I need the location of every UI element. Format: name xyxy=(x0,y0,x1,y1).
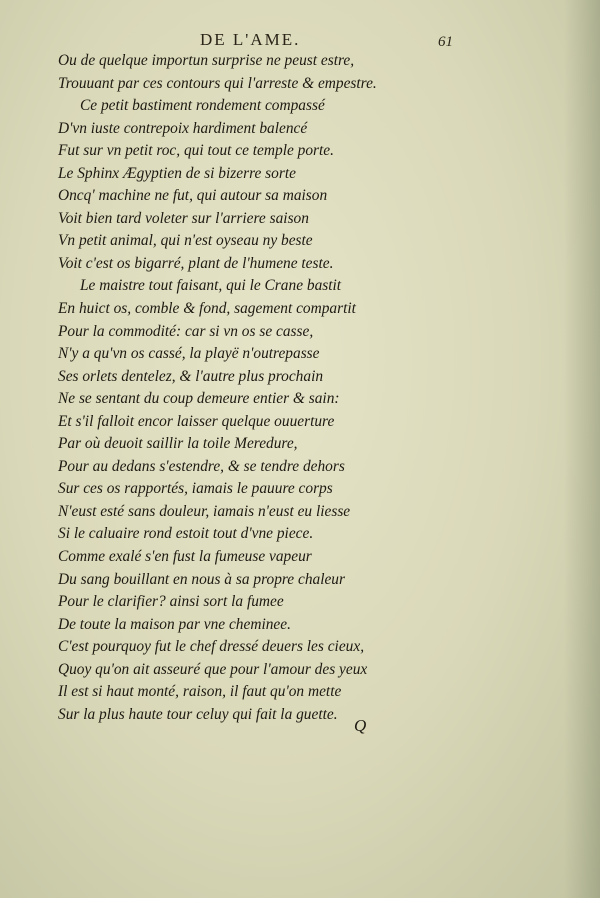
verse-line: N'eust esté sans douleur, iamais n'eust eu liesse xyxy=(58,502,351,520)
verse-line: Trouuant par ces contours qui l'arreste & empestre. xyxy=(58,74,377,92)
verse-block xyxy=(58,50,418,726)
running-head: DE L'AME. xyxy=(200,30,301,49)
verse-line: Pour au dedans s'estendre, & se tendre dehors xyxy=(58,457,345,475)
verse-line: Vn petit animal, qui n'est oyseau ny beste xyxy=(58,232,313,250)
verse-line: Sur ces os rapportés, iamais le pauure corps xyxy=(58,480,333,498)
verse-line: Ce petit bastiment rondement compassé xyxy=(80,97,325,115)
verse-line: Oncq' machine ne fut, qui autour sa maison xyxy=(58,187,328,205)
catchword: Q xyxy=(354,716,367,735)
verse-line: N'y a qu'vn os cassé, la playë n'outrepasse xyxy=(58,345,320,363)
verse-line: Fut sur vn petit roc, qui tout ce temple porte. xyxy=(58,142,334,160)
verse-line: Voit c'est os bigarré, plant de l'humene teste. xyxy=(58,254,334,272)
verse-line: Ses orlets dentelez, & l'autre plus prochain xyxy=(58,367,324,385)
verse-line: En huict os, comble & fond, sagement compartit xyxy=(58,300,356,318)
verse-line: De toute la maison par vne cheminee. xyxy=(58,615,291,633)
verse-line: Ou de quelque importun surprise ne peust estre, xyxy=(58,52,355,69)
verse-line: Voit bien tard voleter sur l'arriere saison xyxy=(58,209,309,227)
verse-line: D'vn iuste contrepoix hardiment balencé xyxy=(58,119,308,137)
verse-line: C'est pourquoy fut le chef dressé deuers les cieux, xyxy=(58,638,365,656)
verse-line: Le Sphinx Ægyptien de si bizerre sorte xyxy=(58,164,296,182)
page-number: 61 xyxy=(438,34,453,50)
verse-line: Ne se sentant du coup demeure entier & sain: xyxy=(58,390,340,408)
verse-line: Par où deuoit saillir la toile Meredure, xyxy=(58,435,298,453)
verse-line: Si le caluaire rond estoit tout d'vne piece. xyxy=(58,525,314,543)
verse-line: Du sang bouillant en nous à sa propre chaleur xyxy=(58,570,345,588)
verse-line: Comme exalé s'en fust la fumeuse vapeur xyxy=(58,548,312,566)
verse-line: Sur la plus haute tour celuy qui fait la guette. xyxy=(58,705,338,723)
verse-line: Pour le clarifier? ainsi sort la fumee xyxy=(58,593,284,611)
verse-line: Quoy qu'on ait asseuré que pour l'amour des yeux xyxy=(58,660,368,678)
verse-line: Le maistre tout faisant, qui le Crane bastit xyxy=(80,277,342,295)
verse-line: Il est si haut monté, raison, il faut qu'on mette xyxy=(58,683,342,701)
verse-line: Et s'il falloit encor laisser quelque ouuerture xyxy=(58,412,335,430)
verse-line: Pour la commodité: car si vn os se casse, xyxy=(58,322,314,340)
